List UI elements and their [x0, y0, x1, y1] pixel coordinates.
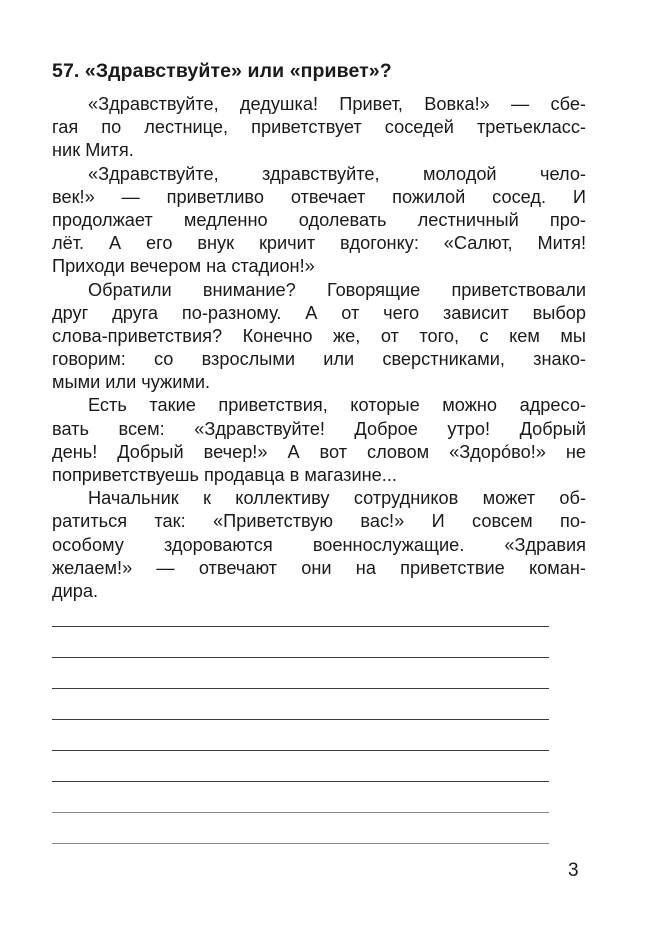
answer-line[interactable] [52, 812, 549, 813]
answer-line[interactable] [52, 626, 549, 627]
text-line: говорим: со взрослыми или сверстниками, знако- [52, 349, 586, 370]
paragraph-2 [52, 163, 586, 279]
answer-line[interactable] [52, 657, 549, 658]
text-line: вать всем: «Здравствуйте! Доброе утро! Добрый [52, 418, 586, 439]
text-line: Приходи вечером на стадион!» [52, 256, 315, 277]
text-line: друг друга по-разному. А от чего зависит выбор [52, 302, 586, 323]
text-line: «Здравствуйте, дедушка! Привет, Вовка!» — сбе- [88, 94, 586, 114]
text-line: Начальник к коллективу сотрудников может об- [88, 488, 586, 509]
text-line: Есть такие приветствия, которые можно адресо- [88, 395, 586, 416]
page-number: 3 [568, 860, 579, 881]
text-line: желаем!» — отвечают они на приветствие коман- [52, 557, 586, 578]
text-line: Обратили внимание? Говорящие приветствовали [88, 279, 586, 300]
text-line: дира. [52, 580, 99, 601]
text-line: поприветствуешь продавца в магазине... [52, 465, 397, 485]
answer-line[interactable] [52, 750, 549, 751]
exercise-page [52, 58, 586, 603]
text-line: лёт. А его внук кричит вдогонку: «Салют, Митя! [52, 233, 586, 254]
text-line: «Здравствуйте, здравствуйте, молодой чело- [88, 163, 586, 184]
text-line: век!» — приветливо отвечает пожилой сосед. И [52, 186, 586, 207]
text-line: слова-приветствия? Конечно же, от того, с кем мы [52, 325, 586, 346]
answer-line[interactable] [52, 719, 549, 720]
answer-line[interactable] [52, 843, 549, 844]
text-line: продолжает медленно одолевать лестничный про- [52, 209, 586, 230]
text-line: особому здороваются военнослужащие. «Здравия [52, 534, 586, 555]
answer-line[interactable] [52, 688, 549, 689]
text-line: гая по лестнице, приветствует соседей третьекласс- [52, 117, 586, 138]
text-line: ратиться так: «Приветствую вас!» И совсем по- [52, 511, 586, 532]
paragraph-4 [52, 394, 586, 487]
text-line: мыми или чужими. [52, 372, 211, 393]
exercise-title: 57. «Здравствуйте» или «привет»? [52, 60, 392, 82]
answer-line[interactable] [52, 781, 549, 782]
paragraph-1 [52, 93, 586, 163]
paragraph-5 [52, 487, 586, 603]
text-line: день! Добрый вечер!» А вот словом «Здорóво!» не [52, 441, 586, 462]
paragraph-3 [52, 279, 586, 395]
text-line: ник Митя. [52, 140, 134, 161]
